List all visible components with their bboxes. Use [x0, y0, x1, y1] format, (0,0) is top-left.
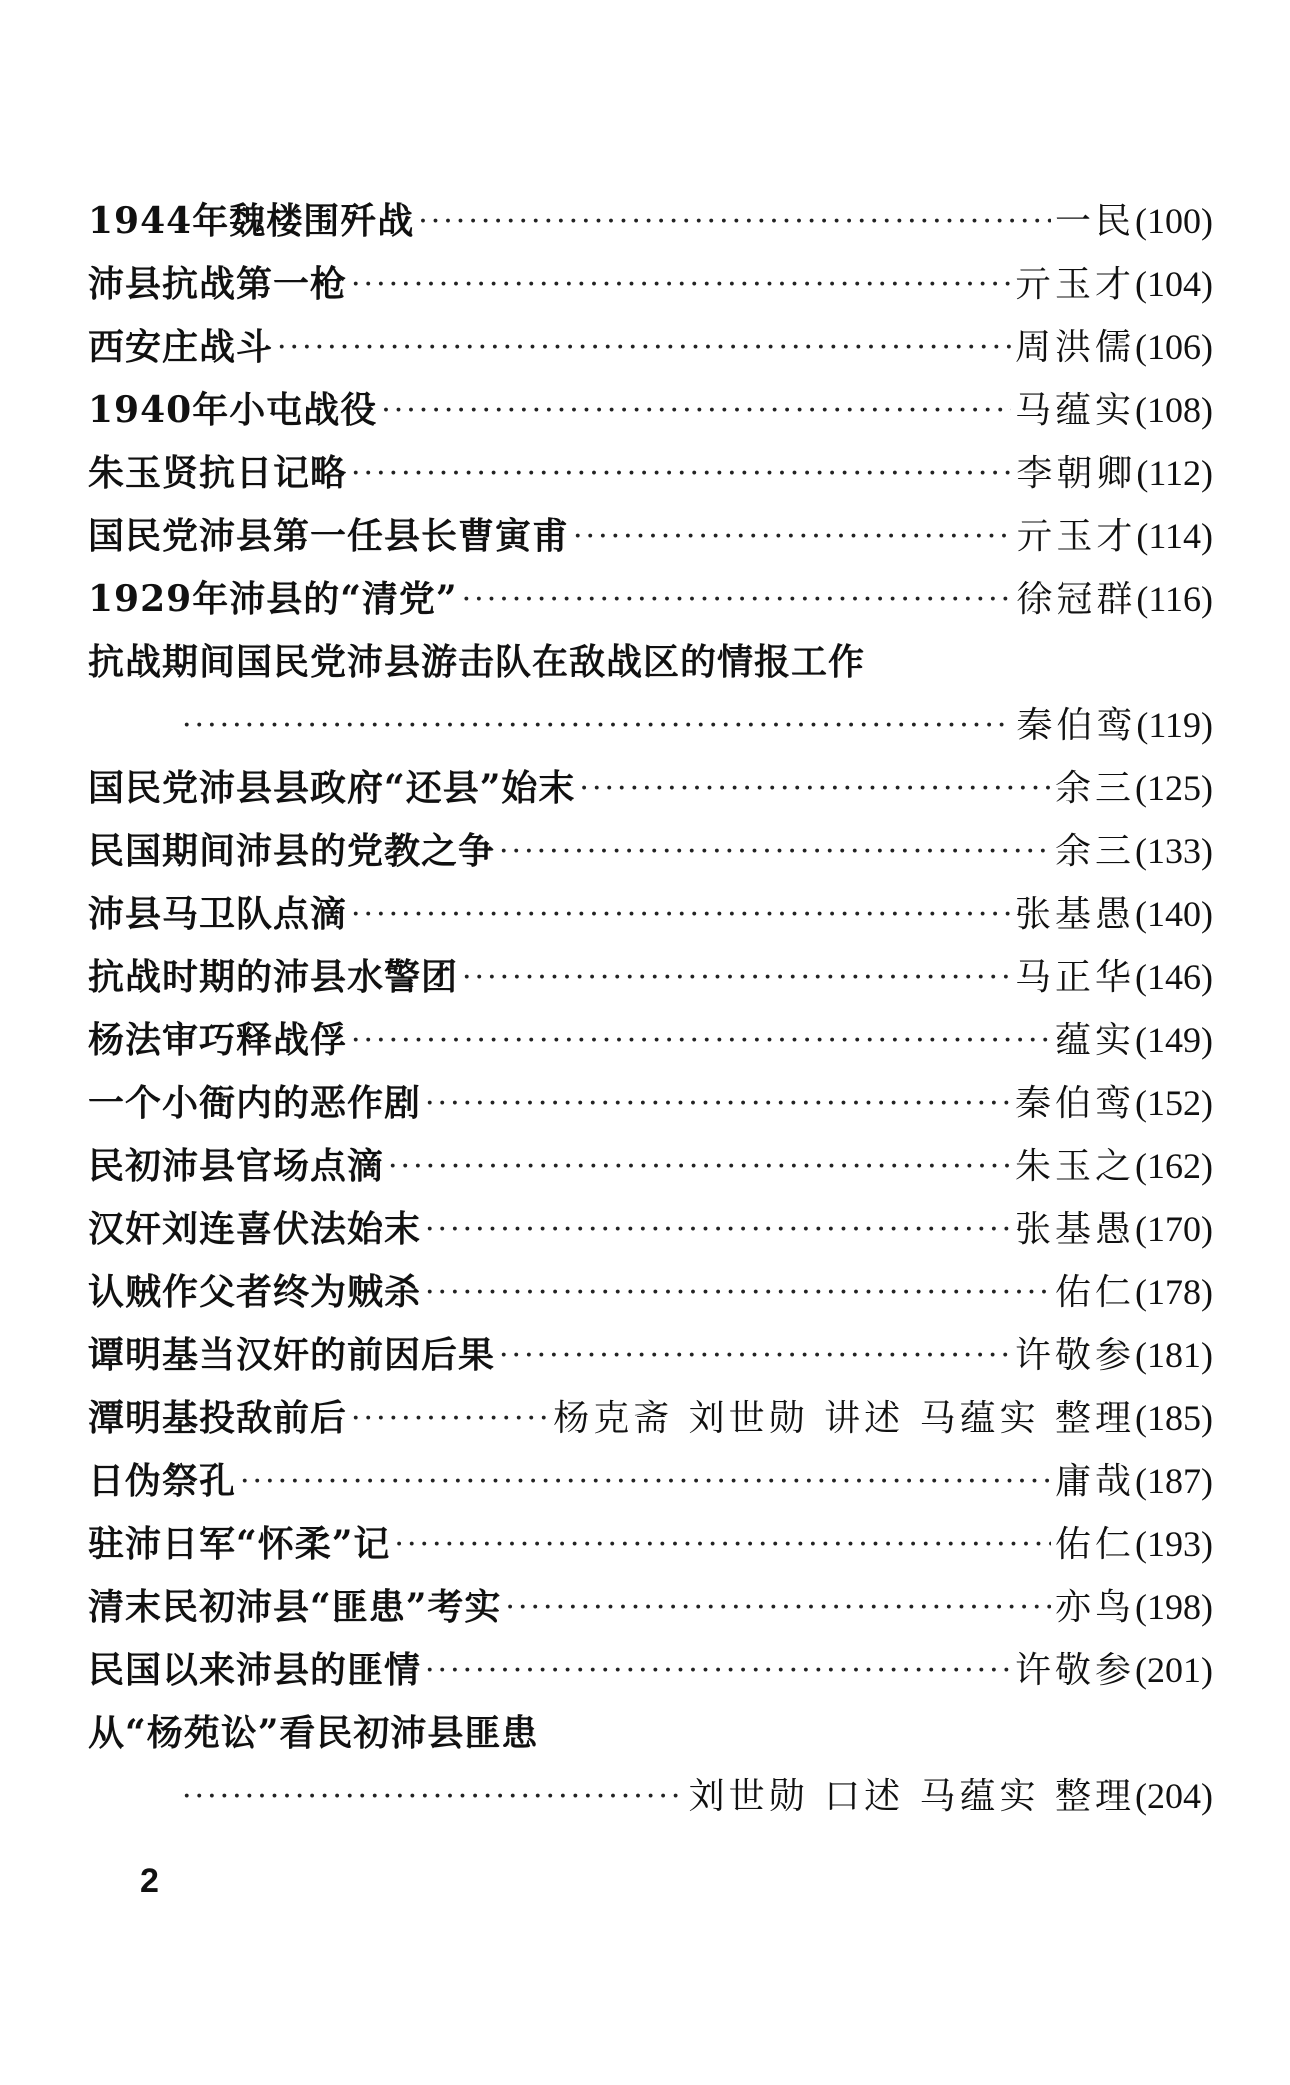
- entry-title: 1929年沛县的“清党”: [88, 578, 458, 620]
- entry-author: 马正华: [1015, 957, 1136, 998]
- entry-page: (119): [1136, 705, 1213, 745]
- entry-author: 亓玉才: [1016, 516, 1137, 557]
- leader-dots: [351, 883, 1011, 946]
- entry-author: 刘世勋 口述 马蕴实 整理: [688, 1776, 1136, 1817]
- entry-title: 民国期间沛县的党教之争: [88, 830, 496, 872]
- entry-author: 一民: [1055, 201, 1136, 242]
- entry-title: 抗战期间国民党沛县游击队在敌战区的情报工作: [88, 641, 866, 683]
- leader-dots: [240, 1450, 1051, 1513]
- entry-author: 庸哉: [1055, 1461, 1136, 1502]
- leader-dots: [425, 1198, 1011, 1261]
- toc-entry: [88, 946, 1213, 1009]
- entry-title: 1944年魏楼围歼战: [88, 200, 415, 242]
- entry-title: 沛县抗战第一枪: [88, 263, 348, 305]
- entry-page: (146): [1135, 957, 1213, 997]
- toc-entry: [88, 757, 1213, 820]
- toc-entry: [88, 1135, 1213, 1198]
- toc-entry: [88, 442, 1213, 505]
- leader-dots: [579, 757, 1051, 820]
- entry-author: 李朝卿: [1016, 453, 1137, 494]
- entry-title: 民初沛县官场点滴: [88, 1145, 385, 1187]
- entry-author: 张基愚: [1015, 1209, 1136, 1250]
- entry-author: 周洪儒: [1015, 327, 1136, 368]
- entry-author: 许敬参: [1015, 1335, 1136, 1376]
- toc-entry: [88, 1387, 1213, 1450]
- entry-title: 驻沛日军“怀柔”记: [88, 1523, 391, 1565]
- table-of-contents: [88, 190, 1213, 1828]
- entry-page: (108): [1135, 390, 1213, 430]
- leader-dots: [388, 1135, 1011, 1198]
- entry-continuation: [88, 1765, 1213, 1828]
- entry-page: (204): [1135, 1776, 1213, 1816]
- leader-dots: [182, 694, 1012, 757]
- toc-entry: [88, 1009, 1213, 1072]
- entry-title: 一个小衙内的恶作剧: [88, 1082, 422, 1124]
- entry-author: 秦伯鸾: [1015, 1083, 1136, 1124]
- entry-author: 蕴实: [1055, 1020, 1136, 1061]
- leader-dots: [351, 253, 1011, 316]
- entry-page: (178): [1135, 1272, 1213, 1312]
- entry-title: 国民党沛县第一任县长曹寅甫: [88, 515, 570, 557]
- entry-page: (170): [1135, 1209, 1213, 1249]
- toc-entry: [88, 505, 1213, 568]
- entry-title: 抗战时期的沛县水警团: [88, 956, 459, 998]
- toc-entry: [88, 379, 1213, 442]
- entry-author: 张基愚: [1015, 894, 1136, 935]
- leader-dots: [381, 379, 1011, 442]
- entry-page: (116): [1136, 579, 1213, 619]
- toc-entry: [88, 1576, 1213, 1639]
- toc-entry: [88, 316, 1213, 379]
- leader-dots: [462, 568, 1013, 631]
- entry-title: 沛县马卫队点滴: [88, 893, 348, 935]
- leader-dots: [418, 190, 1051, 253]
- toc-entry-wrapped: [88, 631, 1213, 757]
- entry-continuation: [88, 694, 1213, 757]
- entry-page: (125): [1135, 768, 1213, 808]
- entry-author: 马蕴实: [1015, 390, 1136, 431]
- entry-author: 佑仁: [1055, 1272, 1136, 1313]
- entry-page: (140): [1135, 894, 1213, 934]
- entry-author: 亦鸟: [1055, 1587, 1136, 1628]
- entry-title: 从“杨苑讼”看民初沛县匪患: [88, 1712, 539, 1754]
- entry-page: (198): [1135, 1587, 1213, 1627]
- toc-entry: [88, 1639, 1213, 1702]
- toc-entry: [88, 1072, 1213, 1135]
- entry-author: 亓玉才: [1015, 264, 1136, 305]
- leader-dots: [462, 946, 1011, 1009]
- entry-author: 杨克斋 刘世勋 讲述 马蕴实 整理: [553, 1398, 1136, 1439]
- entry-page: (162): [1135, 1146, 1213, 1186]
- toc-entry: [88, 1198, 1213, 1261]
- entry-page: (112): [1136, 453, 1213, 493]
- entry-author: 佑仁: [1055, 1524, 1136, 1565]
- toc-entry: [88, 568, 1213, 631]
- entry-title: 认贼作父者终为贼杀: [88, 1271, 422, 1313]
- entry-title: 朱玉贤抗日记略: [88, 452, 348, 494]
- toc-entry: [88, 1324, 1213, 1387]
- entry-page: (185): [1135, 1398, 1213, 1438]
- leader-dots: [499, 820, 1051, 883]
- entry-title: 杨法审巧释战俘: [88, 1019, 348, 1061]
- toc-entry: [88, 1450, 1213, 1513]
- leader-dots: [394, 1513, 1051, 1576]
- toc-entry: [88, 1261, 1213, 1324]
- toc-entry-wrapped: [88, 1702, 1213, 1828]
- toc-entry: [88, 190, 1213, 253]
- entry-title: 1940年小屯战役: [88, 389, 378, 431]
- leader-dots: [505, 1576, 1051, 1639]
- leader-dots: [351, 442, 1012, 505]
- entry-author: 朱玉之: [1015, 1146, 1136, 1187]
- leader-dots: [277, 316, 1011, 379]
- entry-page: (100): [1135, 201, 1213, 241]
- leader-dots: [425, 1261, 1051, 1324]
- entry-page: (193): [1135, 1524, 1213, 1564]
- entry-title: 清末民初沛县“匪患”考实: [88, 1586, 502, 1628]
- entry-page: (181): [1135, 1335, 1213, 1375]
- leader-dots: [351, 1009, 1051, 1072]
- entry-page: (201): [1135, 1650, 1213, 1690]
- entry-author: 秦伯鸾: [1016, 705, 1137, 746]
- entry-title: 谭明基当汉奸的前因后果: [88, 1334, 496, 1376]
- entry-title: 民国以来沛县的匪情: [88, 1649, 422, 1691]
- toc-entry: [88, 1513, 1213, 1576]
- leader-dots: [425, 1072, 1011, 1135]
- leader-dots: [182, 1765, 685, 1828]
- entry-author: 许敬参: [1015, 1650, 1136, 1691]
- entry-author: 徐冠群: [1016, 579, 1137, 620]
- entry-author: 余三: [1055, 768, 1136, 809]
- entry-page: (106): [1135, 327, 1213, 367]
- entry-title: 日伪祭孔: [88, 1460, 237, 1502]
- leader-dots: [499, 1324, 1011, 1387]
- entry-page: (133): [1135, 831, 1213, 871]
- leader-dots: [425, 1639, 1011, 1702]
- toc-entry: [88, 883, 1213, 946]
- entry-author: 余三: [1055, 831, 1136, 872]
- toc-entry: [88, 820, 1213, 883]
- leader-dots: [573, 505, 1012, 568]
- entry-page: (149): [1135, 1020, 1213, 1060]
- entry-page: (104): [1135, 264, 1213, 304]
- entry-page: (114): [1136, 516, 1213, 556]
- entry-page: (187): [1135, 1461, 1213, 1501]
- page-number: 2: [140, 1862, 159, 1900]
- entry-title: 国民党沛县县政府“还县”始末: [88, 767, 576, 809]
- leader-dots: [351, 1387, 549, 1450]
- toc-entry: [88, 253, 1213, 316]
- entry-title: 潭明基投敌前后: [88, 1397, 348, 1439]
- entry-title: 汉奸刘连喜伏法始末: [88, 1208, 422, 1250]
- entry-title: 西安庄战斗: [88, 326, 274, 368]
- entry-page: (152): [1135, 1083, 1213, 1123]
